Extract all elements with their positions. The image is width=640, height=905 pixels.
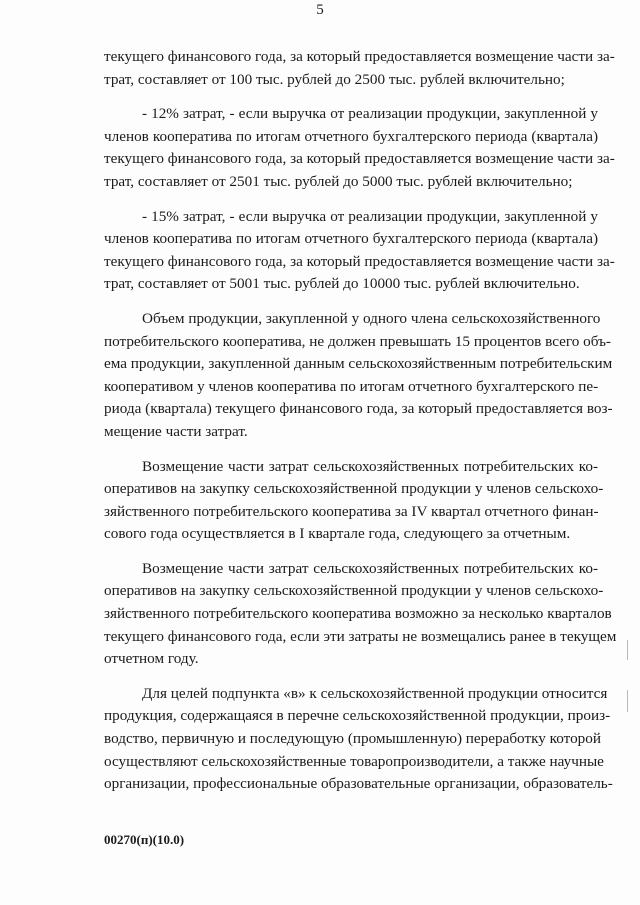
text-line: текущего финансового года, если эти затраты не возмещались ранее в текущем xyxy=(104,627,617,645)
text-line: оперативов на закупку сельскохозяйственной продукции у членов сельскохо- xyxy=(104,582,604,600)
text-line: мещение части затрат. xyxy=(104,422,248,440)
scan-edge-mark xyxy=(627,690,628,712)
scan-edge-mark xyxy=(627,640,628,660)
text-line: текущего финансового года, за который предоставляется возмещение части за- xyxy=(104,252,615,270)
text-line: ема продукции, закупленной данным сельскохозяйственным потребительским xyxy=(104,355,613,373)
text-line: осуществляют сельскохозяйственные товаропроизводители, а также научные xyxy=(104,752,604,770)
text-line: зяйственного потребительского кооператива возможно за несколько кварталов xyxy=(104,605,612,623)
text-line: текущего финансового года, за который предоставляется возмещение части за- xyxy=(104,48,615,65)
text-line: Возмещение части затрат сельскохозяйственных потребительских ко- xyxy=(142,559,598,577)
text-line: кооперативом у членов кооператива по итогам отчетного бухгалтерского пе- xyxy=(104,377,599,395)
text-line: продукция, содержащаяся в перечне сельскохозяйственной продукции, произ- xyxy=(104,707,611,725)
page-number: 5 xyxy=(316,2,324,18)
body-text xyxy=(104,46,617,796)
text-line: трат, составляет от 2501 тыс. рублей до 5000 тыс. рублей включительно; xyxy=(104,172,573,190)
text-line: членов кооператива по итогам отчетного бухгалтерского периода (квартала) xyxy=(104,230,598,248)
document-code: 00270(п)(10.0) xyxy=(104,832,185,847)
text-line: текущего финансового года, за который предоставляется возмещение части за- xyxy=(104,150,615,168)
text-line: Для целей подпункта «в» к сельскохозяйственной продукции относится xyxy=(142,684,608,702)
text-line: - 15% затрат, - если выручка от реализации продукции, закупленной у xyxy=(142,207,598,225)
text-line: зяйственного потребительского кооператива за IV квартал отчетного финан- xyxy=(104,502,599,520)
text-line: оперативов на закупку сельскохозяйственной продукции у членов сельскохо- xyxy=(104,480,604,498)
text-line: сового года осуществляется в I квартале года, следующего за отчетным. xyxy=(104,525,571,543)
text-line: членов кооператива по итогам отчетного бухгалтерского периода (квартала) xyxy=(104,127,598,145)
text-line: риода (квартала) текущего финансового года, за который предоставляется воз- xyxy=(104,400,613,418)
text-line: - 12% затрат, - если выручка от реализации продукции, закупленной у xyxy=(142,105,598,123)
text-line: водство, первичную и последующую (промышленную) переработку которой xyxy=(104,730,601,748)
text-line: трат, составляет от 100 тыс. рублей до 2500 тыс. рублей включительно; xyxy=(104,70,565,88)
text-line: организации, профессиональные образовательные организации, образователь- xyxy=(104,775,613,793)
text-line: Возмещение части затрат сельскохозяйственных потребительских ко- xyxy=(142,457,598,475)
text-line: Объем продукции, закупленной у одного члена сельскохозяйственного xyxy=(142,309,601,327)
text-line: потребительского кооператива, не должен превышать 15 процентов всего объ- xyxy=(104,332,611,350)
text-line: отчетном году. xyxy=(104,650,199,668)
text-line: трат, составляет от 5001 тыс. рублей до 10000 тыс. рублей включительно. xyxy=(104,275,580,293)
